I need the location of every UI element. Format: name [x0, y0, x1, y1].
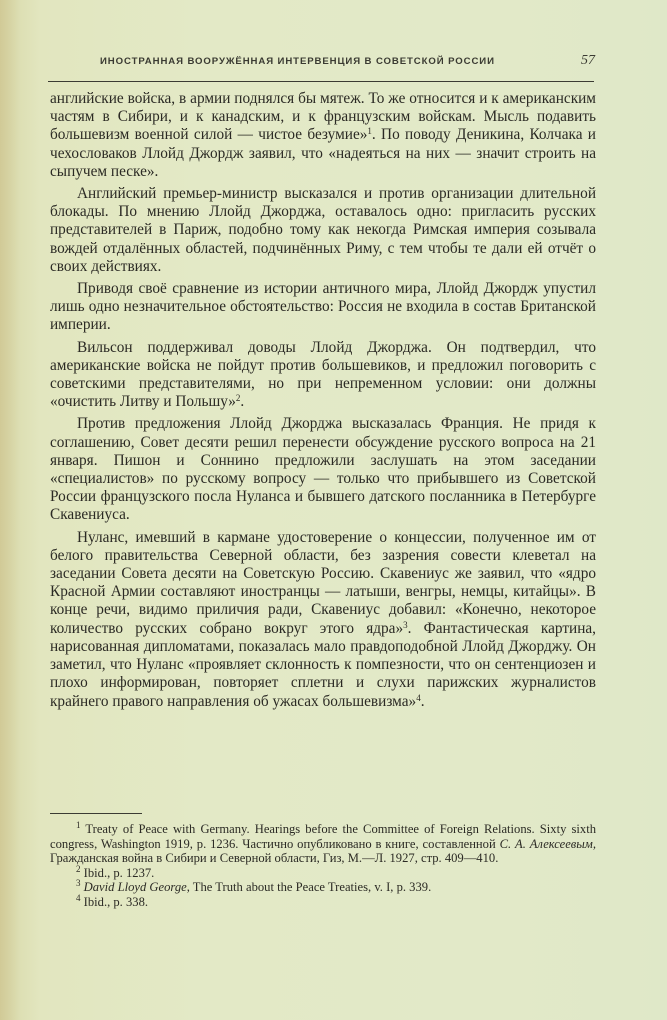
paragraph: Приводя своё сравнение из истории античного мира, Ллойд Джордж упустил лишь одно незначительное обстоятельство: Россия не входила в состав Британской империи.	[50, 280, 596, 334]
paragraph: Вильсон поддерживал доводы Ллойд Джорджа. Он подтвердил, что американские войска не пойдут против большевиков, и предложил поговорить с советскими представителями, но при непременном условии: они должны «очистить Литву и Польшу»$^2$.	[50, 338, 596, 411]
paragraph: Против предложения Ллойд Джорджа высказалась Франция. Не придя к соглашению, Совет десяти решил перенести обсуждение русского вопроса на 21 января. Пишон и Соннино предложили заслушать на этом заседании «специалистов» по русскому вопросу — только что прибывшего из Советской России французского посла Нуланса и бывшего датского посланника в Петербурге Скавениуса.	[50, 415, 596, 524]
footnote-ref[interactable]: 1	[367, 126, 372, 137]
footnote-ref[interactable]: 3	[403, 619, 408, 630]
page-edge-shadow	[0, 0, 20, 1020]
footnote-3: $^3$ David Lloyd George, The Truth about the Peace Treaties, v. I, p. 339.	[76, 878, 432, 895]
header-rule	[48, 81, 594, 82]
footnote-rule	[50, 813, 142, 814]
paragraph: английские войска, в армии поднялся бы мятеж. То же относится и к американским частям в Сибири, и к канадским, и к французским войскам. Мысль подавить большевизм военной силой — чистое безумие»$^1$. По поводу Деникина, Колчака и чехословаков Ллойд Джордж заявил, что «надеяться на них — значит строить на сыпучем песке».	[50, 90, 596, 180]
running-header	[50, 53, 595, 72]
footnote-ref[interactable]: 2	[235, 393, 241, 404]
footnote-2: $^2$ Ibid., p. 1237.	[76, 863, 155, 880]
footnote-ref[interactable]: 4	[416, 692, 421, 703]
footnote-4: $^4$ Ibid., p. 338.	[76, 892, 149, 909]
body-text	[50, 90, 596, 715]
footnote-1: $^1$ Treaty of Peace with Germany. Hearings before the Committee of Foreign Relations. Sixty sixth congress, Washington 1919, p. 1236. Частично опубликовано в книге, составленной С. А. Алексеевым, Гражданская война в Сибири и Северной области, Гиз, М.—Л. 1927, стр. 409—410.	[50, 820, 596, 866]
page-number: 57	[581, 53, 595, 68]
paragraph: Нуланс, имевший в кармане удостоверение о концессии, полученное им от белого правительства Северной области, без зазрения совести клеветал на заседании Совета десяти на Советскую Россию. Скавениус же заявил, что «ядро Красной Армии составляют иностранцы — латыши, венгры, немцы, китайцы». В конце речи, видимо приличия ради, Скавениус добавил: «Конечно, некоторое количество русских собрано вокруг этого ядра»$^3$. Фантастическая картина, нарисованная дипломатами, показалась мало правдоподобной Ллойд Джорджу. Он заметил, что Нуланс «проявляет склонность к помпезности, что он сентенциозен и плохо информирован, повторяет сплетни и слухи парижских журналистов крайнего правого направления об ужасах большевизма»$^4$.	[50, 528, 596, 710]
footnotes	[50, 822, 596, 910]
running-title: ИНОСТРАННАЯ ВООРУЖЁННАЯ ИНТЕРВЕНЦИЯ В СОВЕТСКОЙ РОССИИ	[100, 56, 495, 67]
paragraph: Английский премьер-министр высказался и против организации длительной блокады. По мнению Ллойд Джорджа, оставалось одно: пригласить русских представителей в Париж, подобно тому как некогда Римская империя созывала вождей отдалённых областей, подчинённых Риму, с тем чтобы те дали ей отчёт о своих действиях.	[50, 185, 596, 275]
